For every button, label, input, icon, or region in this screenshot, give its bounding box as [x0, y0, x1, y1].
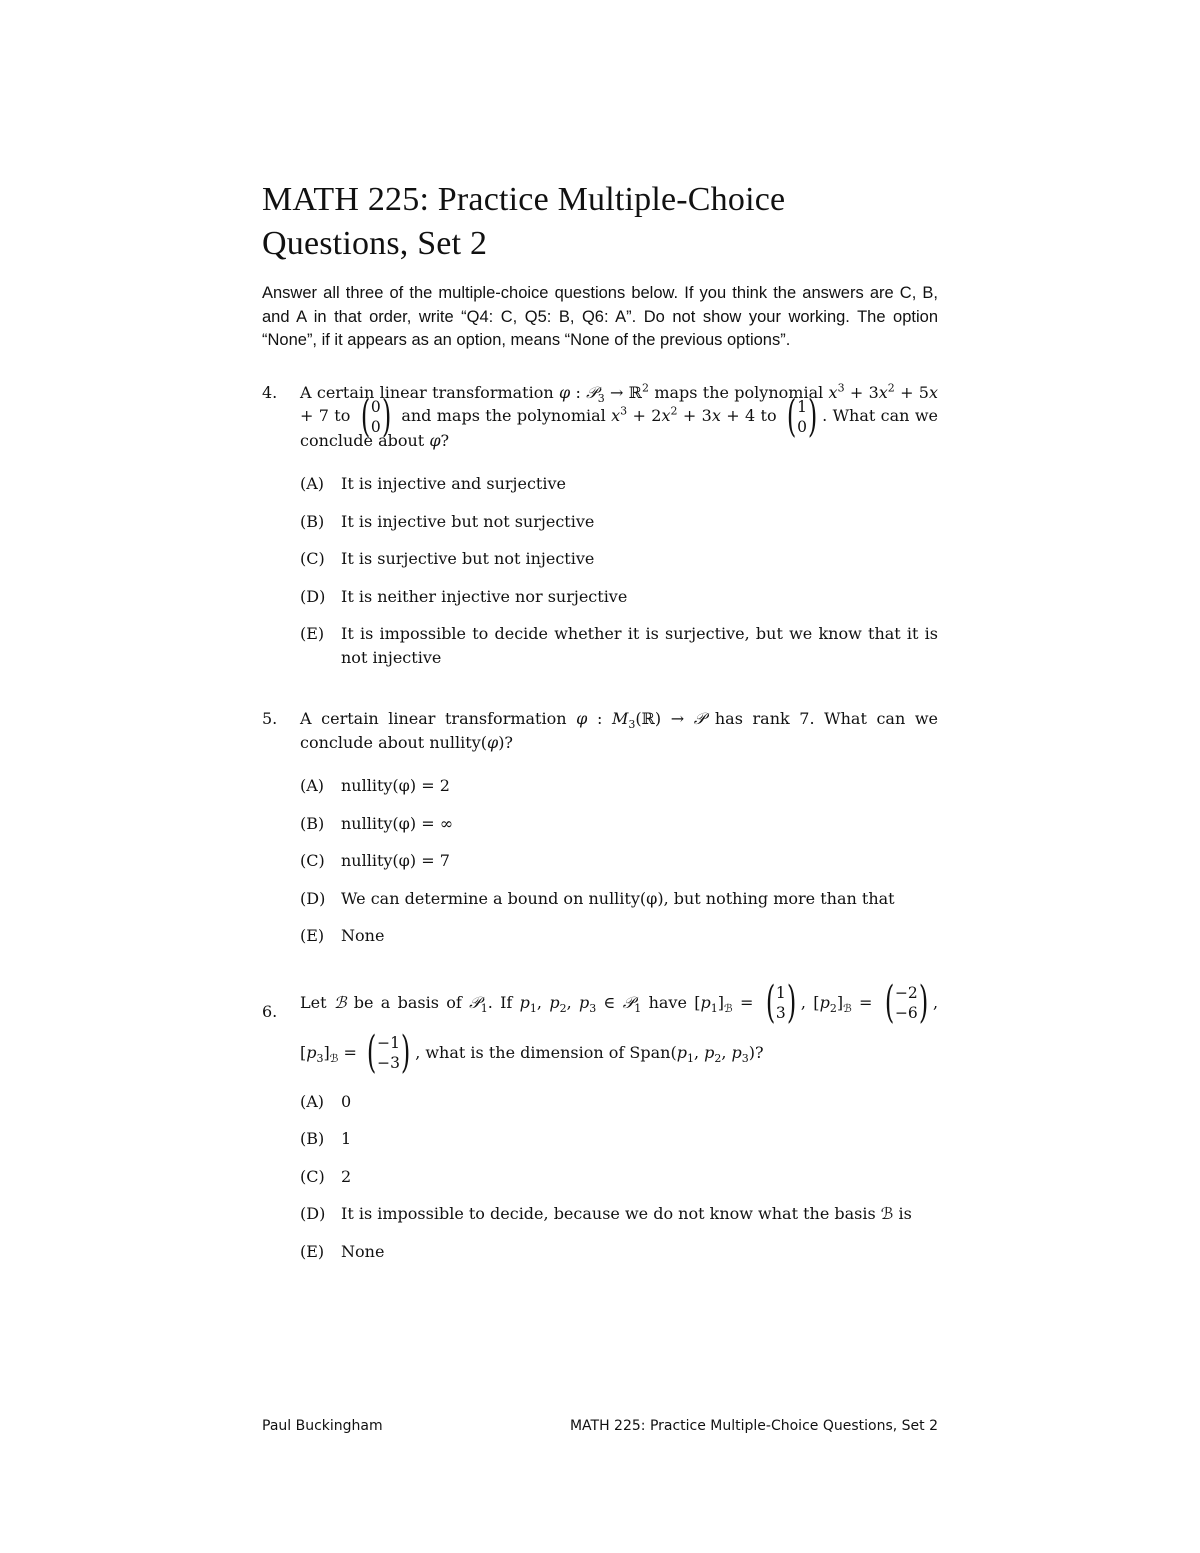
vector-p1: ( 1 3 ): [765, 977, 797, 1028]
option-e: (E) It is impossible to decide whether it is surjective, but we know that it is not injective: [300, 624, 938, 667]
option-a: (A) 0: [300, 1091, 352, 1111]
question-text: A certain linear transformation φ : 𝒫$_3$ → ℝ$^2$ maps the polynomial $x^3 + 3x^2 + 5x + 7$ to ( 0 0 ) and maps the polynomial $x^3 + 2x^2 + 3x + 4$ to ( 1 0 ) . What can we conclude about φ?: [300, 381, 939, 450]
option-a: (A) It is injective and surjective: [300, 474, 566, 493]
question-number: 4.: [262, 382, 278, 402]
option-e: (E) None: [300, 1241, 385, 1261]
option-c: (C) It is surjective but not injective: [300, 549, 595, 568]
footer-title: MATH 225: Practice Multiple-Choice Questions, Set 2: [569, 1418, 938, 1434]
question-6: [262, 978, 938, 1264]
page-title: MATH 225: Practice Multiple-Choice Questions, Set 2: [262, 181, 786, 262]
vector-p3: ( −1 −3 ): [366, 1027, 411, 1078]
vector-zero: ( 0 0 ): [360, 390, 392, 442]
answer-options: [300, 472, 938, 669]
question-number: 5.: [262, 709, 278, 728]
question-5: [262, 707, 938, 948]
option-d: (D) It is neither injective nor surjective: [300, 586, 628, 606]
option-b: (B) 1: [300, 1129, 352, 1148]
footer-author: Paul Buckingham: [262, 1418, 383, 1434]
option-d: (D) It is impossible to decide, because we do not know what the basis ℬ is: [300, 1204, 912, 1223]
vector-e1: ( 1 0 ): [786, 390, 818, 442]
answer-options: [300, 1090, 938, 1264]
question-number: 6.: [262, 1001, 278, 1021]
vector-p2: ( −2 −6 ): [884, 977, 929, 1028]
option-c: (C) 2: [300, 1166, 352, 1186]
page-content: [262, 178, 938, 1277]
option-a: (A) nullity(φ) = 2: [300, 776, 450, 795]
page-footer: [262, 1418, 938, 1434]
option-b: (B) It is injective but not surjective: [300, 511, 595, 531]
question-text: A certain linear transformation φ : $M_3(ℝ)$ → 𝒫 has rank 7. What can we conclude about nullity(φ)?: [300, 709, 939, 752]
question-text: Let ℬ be a basis of 𝒫$_1$. If $p_1$, $p_2$, $p_3$ ∈ 𝒫$_1$ have $[p_1]_ℬ$ = ( 1 3 ) , $[p_2]_ℬ$ = ( −2 −6 ) , $[p_3]_ℬ$ = ( −1 −3 ) , what is the dimension of $Span(p_1$, $p_2$, $p_3$)?: [300, 977, 939, 1078]
instructions: Answer all three of the multiple-choice questions below. If you think the answers are C, B, and A in that order, write “Q4: C, Q5: B, Q6: A”. Do not show your working. The option “None”, if it appears as an option, means “None of the previous options”.: [262, 284, 938, 349]
question-4: [262, 381, 938, 670]
option-d: (D) We can determine a bound on nullity(φ), but nothing more than that: [300, 888, 895, 908]
option-b: (B) nullity(φ) = ∞: [300, 813, 454, 833]
option-e: (E) None: [300, 926, 385, 945]
option-c: (C) nullity(φ) = 7: [300, 851, 450, 870]
answer-options: [300, 774, 938, 948]
